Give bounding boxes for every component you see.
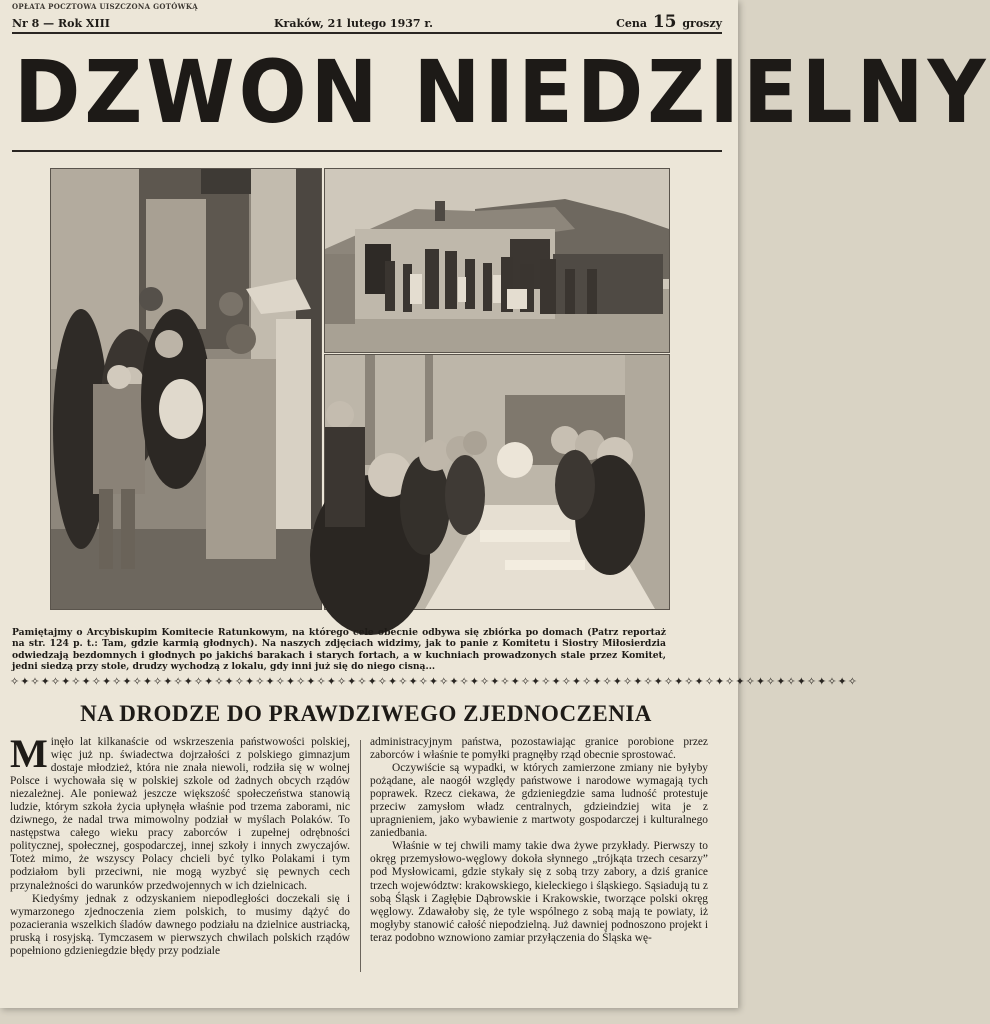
issue-line <box>12 12 722 34</box>
article-paragraph-text: inęło lat kilkanaście od wskrzeszenia państwowości polskiej, więc już np. świadectwa dojrzałości z polskiego gimnazjum dostaje młodzież, która nie znała niewoli, rodziła się w wolnej Polsce i wychowała się w polskiej szkole od żadnych obcych rządów niezależnej. Ale ponieważ jeszcze większość społeczeństwa stanowią ludzie, którym szkoła życia upłynęła właśnie pod trzema zaborami, nic dziwnego, że nadal trwa mimowolny podział w myślach Polaków. To następstwa całego wieku pracy zaborców i zupełnej odrębności politycznej, społecznej, gospodarczej, innej szkoły i innych zwyczajów. Toteż mimo, że wszyscy Polacy chcieli być tylko Polakami i tym podziałom byli przeciwni, nie mogą wyzbyć się pewnych cech przynależności do warunków przedwojennych w ich dzielnicach. <box>10 736 350 892</box>
photo-dining-tables <box>324 354 670 610</box>
ornamental-divider: ✧✦✧✦✧✦✧✦✧✦✧✦✧✦✧✦✧✦✧✦✧✦✧✦✧✦✧✦✧✦✧✦✧✦✧✦✧✦✧✦✧✦✧✦✧✦✧✦✧✦✧✦✧✦✧✦✧✦✧✦✧✦✧✦✧✦✧✦✧✦✧✦✧✦✧✦✧✦✧✦✧✦✧ <box>10 675 858 688</box>
photo-dining-tables-image <box>325 355 669 609</box>
issue-date: Kraków, 21 lutego 1937 r. <box>274 17 433 30</box>
article-column-right <box>370 736 708 976</box>
issue-number: Nr 8 — Rok XIII <box>12 17 110 30</box>
price-value: 15 <box>652 12 677 32</box>
masthead-rule <box>12 150 722 152</box>
photo-children-doorway-image <box>51 169 321 609</box>
price-label: Cena <box>616 17 647 30</box>
article-paragraph <box>10 731 350 893</box>
article-paragraph: Oczywiście są wypadki, w których zamierzone zmiany nie byłyby pożądane, ale naogół względy państwowe i narodowe wymagają tych poprawek. Rzecz ciekawa, że gdzieniegdzie sama ludność protestuje przeciw zamysłom władz centralnych, gdzieindziej wita je z upragnieniem, jako wybawienie z martwoty gospodarczej i kulturalnego zaniedbania. <box>370 762 708 840</box>
article-paragraph: Właśnie w tej chwili mamy takie dwa żywe przykłady. Pierwszy to okręg przemysłowo-węglowy dokoła słynnego „trójkąta trzech cesarzy” pod Mysłowicami, gdzie stykały się z sobą trzy zabory, a dziś granice trzech województw: krakowskiego, kieleckiego i śląskiego. Sąsiadują tu z sobą Śląsk i Zagłębie Dąbrowskie i Krakowskie, tworzące polski okręg węglowy. Zdawałoby się, że tyle wspólnego z sobą mają te powiaty, iż mogłyby stanowić całość niepodzielną. Już dawniej podnoszono projekt i teraz podobno wznowiono zamiar przyłączenia do Śląska wę- <box>370 840 708 944</box>
photo-caption: Pamiętajmy o Arcybiskupim Komitecie Ratunkowym, na którego cele obecnie odbywa się zbiórka po domach (Patrz reportaż na str. 124 p. t.: Tam, gdzie karmią głodnych). Na naszych zdjęciach widzimy, jak to panie z Komitetu i Siostry Miłosierdzia odwiedzają bezdomnych i głodnych po jakichś barakach i starych fortach, a w kuchniach prowadzonych stale przez Komitet, jedni siedzą przy stole, drudzy wychodzą z lokalu, gdy inni już się do niego cisną... <box>12 627 666 673</box>
column-rule <box>360 740 361 972</box>
masthead-title: DZWON NIEDZIELNY <box>14 42 990 143</box>
article-paragraph: administracyjnym państwa, pozostawiając granice porobione przez zaborców i właśnie te pomyłki pragnęłby rząd obecnie sprostować. <box>370 736 708 762</box>
postal-note: OPŁATA POCZTOWA UISZCZONA GOTÓWKĄ <box>12 2 198 11</box>
drop-cap: M <box>10 731 48 776</box>
photo-children-doorway <box>50 168 322 610</box>
article-paragraph: Kiedyśmy jednak z odzyskaniem niepodległości doczekali się i wymarzonego zjednoczenia ziem polskich, to musimy dążyć do pozacierania wszelkich śladów dawnego podziału na dzielnice austriacką, pruską i rosyjską. Tymczasem w pierwszych chwilach polskich rządów popełniono gdzieniegdzie błędy przy podziale <box>10 892 350 957</box>
photo-barrack-group <box>324 168 670 353</box>
article-headline: NA DRODZE DO PRAWDZIWEGO ZJEDNOCZENIA <box>80 701 652 726</box>
price-unit: groszy <box>682 17 722 30</box>
article-column-left <box>10 731 350 976</box>
price <box>616 12 722 32</box>
photo-barrack-group-image <box>325 169 669 352</box>
